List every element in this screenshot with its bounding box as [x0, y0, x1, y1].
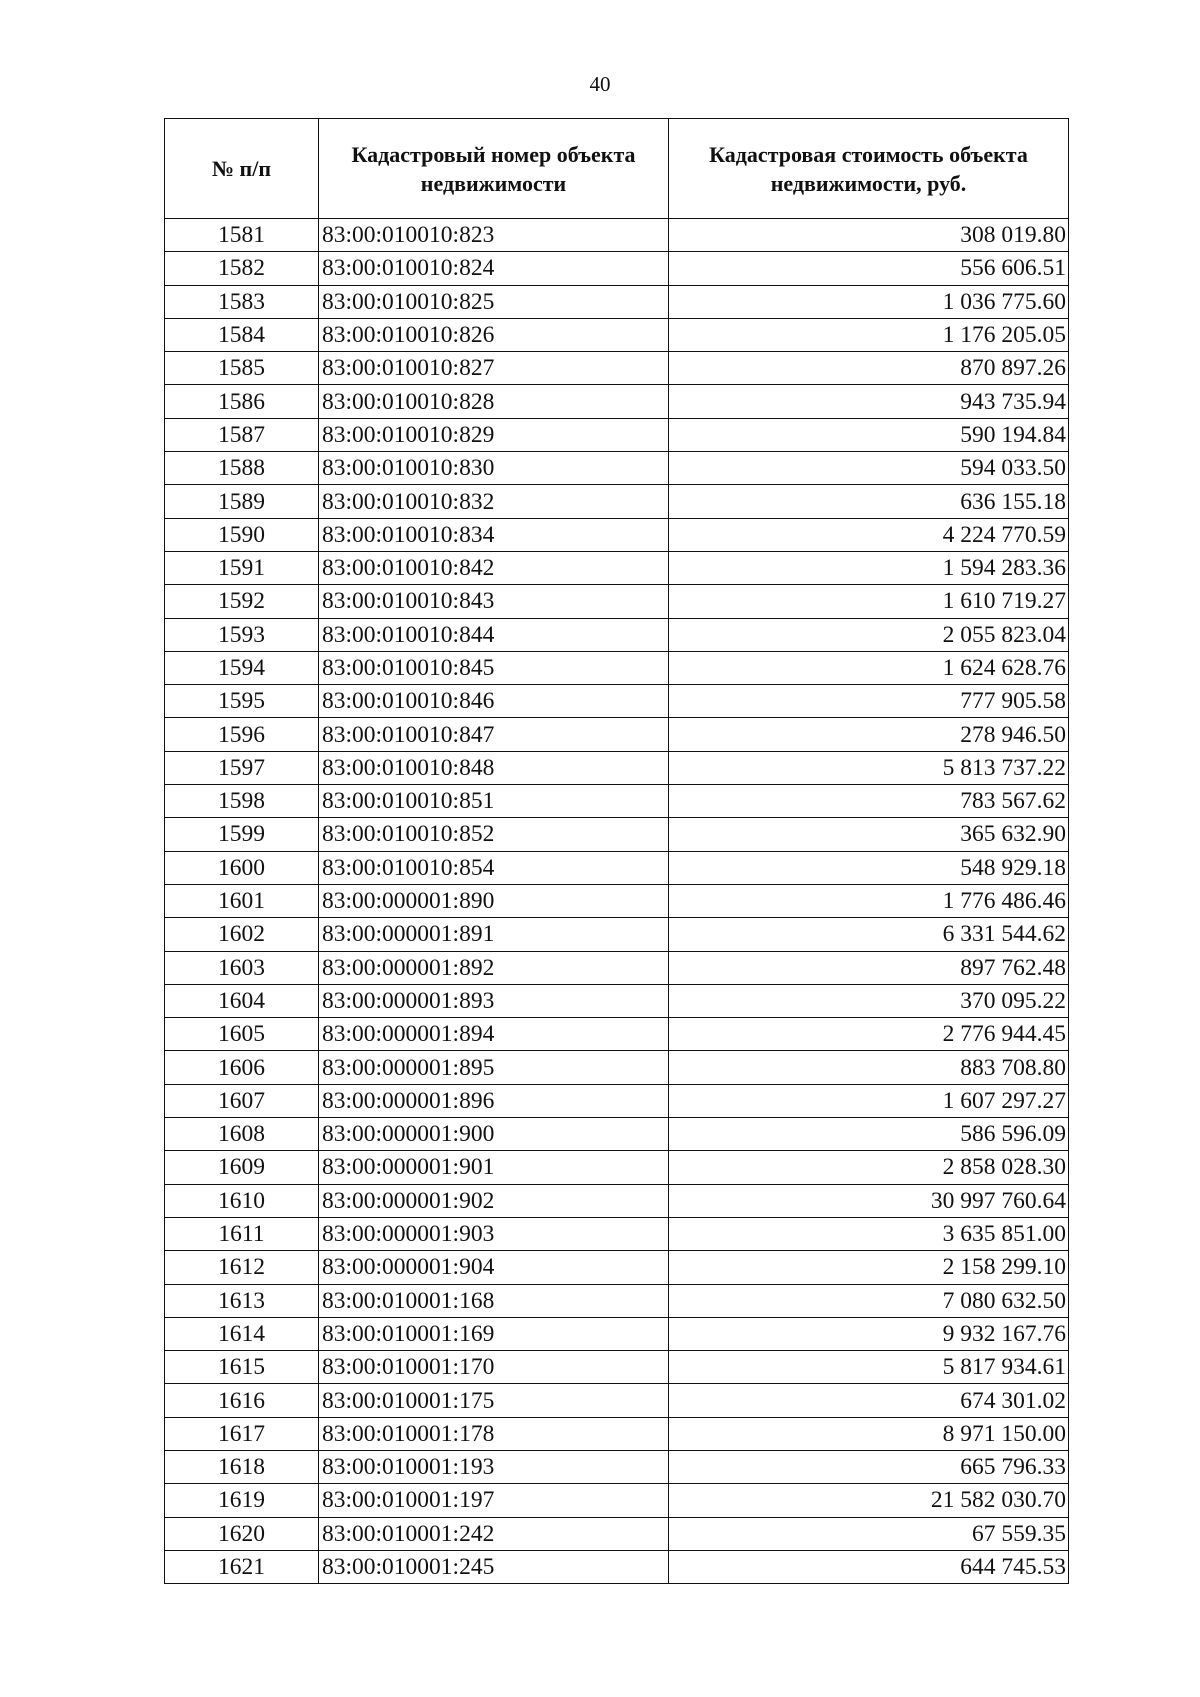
- table-row: [165, 352, 1069, 385]
- table-row: [165, 1484, 1069, 1517]
- cadastral-number-cell: 83:00:010001:193: [319, 1450, 669, 1483]
- cadastral-value-cell: 1 176 205.05: [669, 318, 1069, 351]
- cadastral-number-cell: 83:00:010010:852: [319, 818, 669, 851]
- cadastral-value-cell: 1 607 297.27: [669, 1084, 1069, 1117]
- row-number-cell: 1594: [165, 651, 319, 684]
- cadastral-value-cell: 777 905.58: [669, 685, 1069, 718]
- table-row: [165, 1217, 1069, 1250]
- cadastral-value-cell: 644 745.53: [669, 1550, 1069, 1583]
- table-row: [165, 818, 1069, 851]
- row-number-cell: 1598: [165, 785, 319, 818]
- cadastral-value-cell: 308 019.80: [669, 219, 1069, 252]
- cadastral-value-cell: 21 582 030.70: [669, 1484, 1069, 1517]
- cadastral-value-cell: 5 813 737.22: [669, 751, 1069, 784]
- cadastral-number-cell: 83:00:010001:175: [319, 1384, 669, 1417]
- cadastral-number-cell: 83:00:000001:902: [319, 1184, 669, 1217]
- cadastral-number-cell: 83:00:010010:828: [319, 385, 669, 418]
- row-number-cell: 1611: [165, 1217, 319, 1250]
- table-row: [165, 285, 1069, 318]
- cadastral-value-cell: 370 095.22: [669, 984, 1069, 1017]
- cadastral-number-cell: 83:00:010001:169: [319, 1317, 669, 1350]
- cadastral-number-cell: 83:00:010010:830: [319, 452, 669, 485]
- table-row: [165, 618, 1069, 651]
- row-number-cell: 1601: [165, 884, 319, 917]
- cadastral-number-cell: 83:00:000001:890: [319, 884, 669, 917]
- row-number-cell: 1610: [165, 1184, 319, 1217]
- row-number-cell: 1595: [165, 685, 319, 718]
- row-number-cell: 1596: [165, 718, 319, 751]
- table-row: [165, 1251, 1069, 1284]
- cadastral-number-cell: 83:00:010010:848: [319, 751, 669, 784]
- table-row: [165, 418, 1069, 451]
- cadastral-value-cell: 6 331 544.62: [669, 918, 1069, 951]
- cadastral-number-cell: 83:00:010010:846: [319, 685, 669, 718]
- row-number-cell: 1617: [165, 1417, 319, 1450]
- row-number-cell: 1583: [165, 285, 319, 318]
- cadastral-number-cell: 83:00:010010:844: [319, 618, 669, 651]
- cadastral-value-cell: 590 194.84: [669, 418, 1069, 451]
- table-row: [165, 385, 1069, 418]
- row-number-cell: 1585: [165, 352, 319, 385]
- cadastral-number-cell: 83:00:000001:893: [319, 984, 669, 1017]
- row-number-cell: 1619: [165, 1484, 319, 1517]
- table-row: [165, 718, 1069, 751]
- cadastral-value-cell: 1 036 775.60: [669, 285, 1069, 318]
- cadastral-number-cell: 83:00:000001:901: [319, 1151, 669, 1184]
- table-row: [165, 1051, 1069, 1084]
- cadastral-value-cell: 30 997 760.64: [669, 1184, 1069, 1217]
- row-number-cell: 1609: [165, 1151, 319, 1184]
- row-number-cell: 1616: [165, 1384, 319, 1417]
- cadastral-value-cell: 8 971 150.00: [669, 1417, 1069, 1450]
- cadastral-number-cell: 83:00:010010:827: [319, 352, 669, 385]
- cadastral-number-cell: 83:00:010010:824: [319, 252, 669, 285]
- table-row: [165, 984, 1069, 1017]
- table-row: [165, 585, 1069, 618]
- cadastral-value-table: [164, 118, 1069, 1584]
- row-number-cell: 1592: [165, 585, 319, 618]
- table-row: [165, 485, 1069, 518]
- cadastral-number-cell: 83:00:010001:178: [319, 1417, 669, 1450]
- cadastral-number-cell: 83:00:010001:168: [319, 1284, 669, 1317]
- cadastral-value-cell: 1 610 719.27: [669, 585, 1069, 618]
- table-row: [165, 1450, 1069, 1483]
- cadastral-number-cell: 83:00:010010:843: [319, 585, 669, 618]
- table-row: [165, 1084, 1069, 1117]
- row-number-cell: 1612: [165, 1251, 319, 1284]
- cadastral-number-cell: 83:00:010010:825: [319, 285, 669, 318]
- cadastral-value-cell: 1 594 283.36: [669, 551, 1069, 584]
- cadastral-number-cell: 83:00:010010:826: [319, 318, 669, 351]
- cadastral-value-cell: 636 155.18: [669, 485, 1069, 518]
- cadastral-value-cell: 7 080 632.50: [669, 1284, 1069, 1317]
- row-number-cell: 1618: [165, 1450, 319, 1483]
- row-number-cell: 1613: [165, 1284, 319, 1317]
- row-number-cell: 1599: [165, 818, 319, 851]
- cadastral-number-cell: 83:00:010010:829: [319, 418, 669, 451]
- table-row: [165, 851, 1069, 884]
- cadastral-number-cell: 83:00:000001:894: [319, 1018, 669, 1051]
- table-row: [165, 884, 1069, 917]
- cadastral-number-cell: 83:00:010010:845: [319, 651, 669, 684]
- row-number-cell: 1604: [165, 984, 319, 1017]
- table-row: [165, 685, 1069, 718]
- row-number-cell: 1600: [165, 851, 319, 884]
- cadastral-value-cell: 2 055 823.04: [669, 618, 1069, 651]
- row-number-cell: 1582: [165, 252, 319, 285]
- table-body: [165, 219, 1069, 1584]
- cadastral-value-cell: 5 817 934.61: [669, 1351, 1069, 1384]
- row-number-cell: 1587: [165, 418, 319, 451]
- cadastral-value-cell: 783 567.62: [669, 785, 1069, 818]
- table-row: [165, 1151, 1069, 1184]
- row-number-cell: 1614: [165, 1317, 319, 1350]
- header-cadastral-number: Кадастровый номер объекта недвижимости: [319, 119, 669, 219]
- cadastral-number-cell: 83:00:010010:842: [319, 551, 669, 584]
- row-number-cell: 1615: [165, 1351, 319, 1384]
- table-row: [165, 1384, 1069, 1417]
- cadastral-value-cell: 365 632.90: [669, 818, 1069, 851]
- table-row: [165, 1018, 1069, 1051]
- cadastral-value-cell: 2 776 944.45: [669, 1018, 1069, 1051]
- cadastral-value-cell: 2 858 028.30: [669, 1151, 1069, 1184]
- cadastral-value-cell: 674 301.02: [669, 1384, 1069, 1417]
- cadastral-number-cell: 83:00:010001:245: [319, 1550, 669, 1583]
- row-number-cell: 1621: [165, 1550, 319, 1583]
- cadastral-value-cell: 3 635 851.00: [669, 1217, 1069, 1250]
- table-row: [165, 1517, 1069, 1550]
- table-row: [165, 551, 1069, 584]
- table-row: [165, 751, 1069, 784]
- cadastral-value-cell: 278 946.50: [669, 718, 1069, 751]
- row-number-cell: 1584: [165, 318, 319, 351]
- row-number-cell: 1589: [165, 485, 319, 518]
- cadastral-value-cell: 67 559.35: [669, 1517, 1069, 1550]
- cadastral-value-cell: 548 929.18: [669, 851, 1069, 884]
- cadastral-value-cell: 897 762.48: [669, 951, 1069, 984]
- cadastral-value-cell: 9 932 167.76: [669, 1317, 1069, 1350]
- cadastral-number-cell: 83:00:000001:900: [319, 1118, 669, 1151]
- cadastral-value-cell: 4 224 770.59: [669, 518, 1069, 551]
- row-number-cell: 1608: [165, 1118, 319, 1151]
- cadastral-number-cell: 83:00:000001:904: [319, 1251, 669, 1284]
- table-row: [165, 1417, 1069, 1450]
- row-number-cell: 1591: [165, 551, 319, 584]
- cadastral-value-cell: 665 796.33: [669, 1450, 1069, 1483]
- cadastral-number-cell: 83:00:010001:197: [319, 1484, 669, 1517]
- cadastral-value-cell: 586 596.09: [669, 1118, 1069, 1151]
- table-row: [165, 452, 1069, 485]
- cadastral-value-cell: 1 624 628.76: [669, 651, 1069, 684]
- row-number-cell: 1597: [165, 751, 319, 784]
- cadastral-value-cell: 870 897.26: [669, 352, 1069, 385]
- table-row: [165, 518, 1069, 551]
- table-row: [165, 318, 1069, 351]
- table-row: [165, 219, 1069, 252]
- row-number-cell: 1593: [165, 618, 319, 651]
- cadastral-value-cell: 943 735.94: [669, 385, 1069, 418]
- cadastral-number-cell: 83:00:010001:170: [319, 1351, 669, 1384]
- table-row: [165, 918, 1069, 951]
- cadastral-number-cell: 83:00:000001:896: [319, 1084, 669, 1117]
- table-row: [165, 651, 1069, 684]
- cadastral-value-cell: 1 776 486.46: [669, 884, 1069, 917]
- row-number-cell: 1607: [165, 1084, 319, 1117]
- cadastral-number-cell: 83:00:010010:854: [319, 851, 669, 884]
- cadastral-number-cell: 83:00:010010:847: [319, 718, 669, 751]
- cadastral-number-cell: 83:00:010010:851: [319, 785, 669, 818]
- table-row: [165, 1351, 1069, 1384]
- row-number-cell: 1590: [165, 518, 319, 551]
- header-cadastral-value: Кадастровая стоимость объекта недвижимости, руб.: [669, 119, 1069, 219]
- row-number-cell: 1588: [165, 452, 319, 485]
- cadastral-number-cell: 83:00:000001:892: [319, 951, 669, 984]
- row-number-cell: 1606: [165, 1051, 319, 1084]
- cadastral-number-cell: 83:00:000001:891: [319, 918, 669, 951]
- cadastral-value-cell: 2 158 299.10: [669, 1251, 1069, 1284]
- table-row: [165, 951, 1069, 984]
- row-number-cell: 1603: [165, 951, 319, 984]
- header-num: № п/п: [165, 119, 319, 219]
- table-row: [165, 1118, 1069, 1151]
- table-row: [165, 785, 1069, 818]
- cadastral-value-cell: 594 033.50: [669, 452, 1069, 485]
- cadastral-number-cell: 83:00:000001:903: [319, 1217, 669, 1250]
- table-header-row: [165, 119, 1069, 219]
- cadastral-value-cell: 556 606.51: [669, 252, 1069, 285]
- table-row: [165, 1317, 1069, 1350]
- row-number-cell: 1581: [165, 219, 319, 252]
- cadastral-number-cell: 83:00:010010:834: [319, 518, 669, 551]
- table-row: [165, 1284, 1069, 1317]
- cadastral-number-cell: 83:00:010001:242: [319, 1517, 669, 1550]
- cadastral-number-cell: 83:00:000001:895: [319, 1051, 669, 1084]
- row-number-cell: 1586: [165, 385, 319, 418]
- table-row: [165, 1550, 1069, 1583]
- cadastral-value-cell: 883 708.80: [669, 1051, 1069, 1084]
- row-number-cell: 1602: [165, 918, 319, 951]
- cadastral-number-cell: 83:00:010010:832: [319, 485, 669, 518]
- table-row: [165, 252, 1069, 285]
- row-number-cell: 1605: [165, 1018, 319, 1051]
- table-row: [165, 1184, 1069, 1217]
- page-number: 40: [589, 72, 611, 96]
- cadastral-number-cell: 83:00:010010:823: [319, 219, 669, 252]
- row-number-cell: 1620: [165, 1517, 319, 1550]
